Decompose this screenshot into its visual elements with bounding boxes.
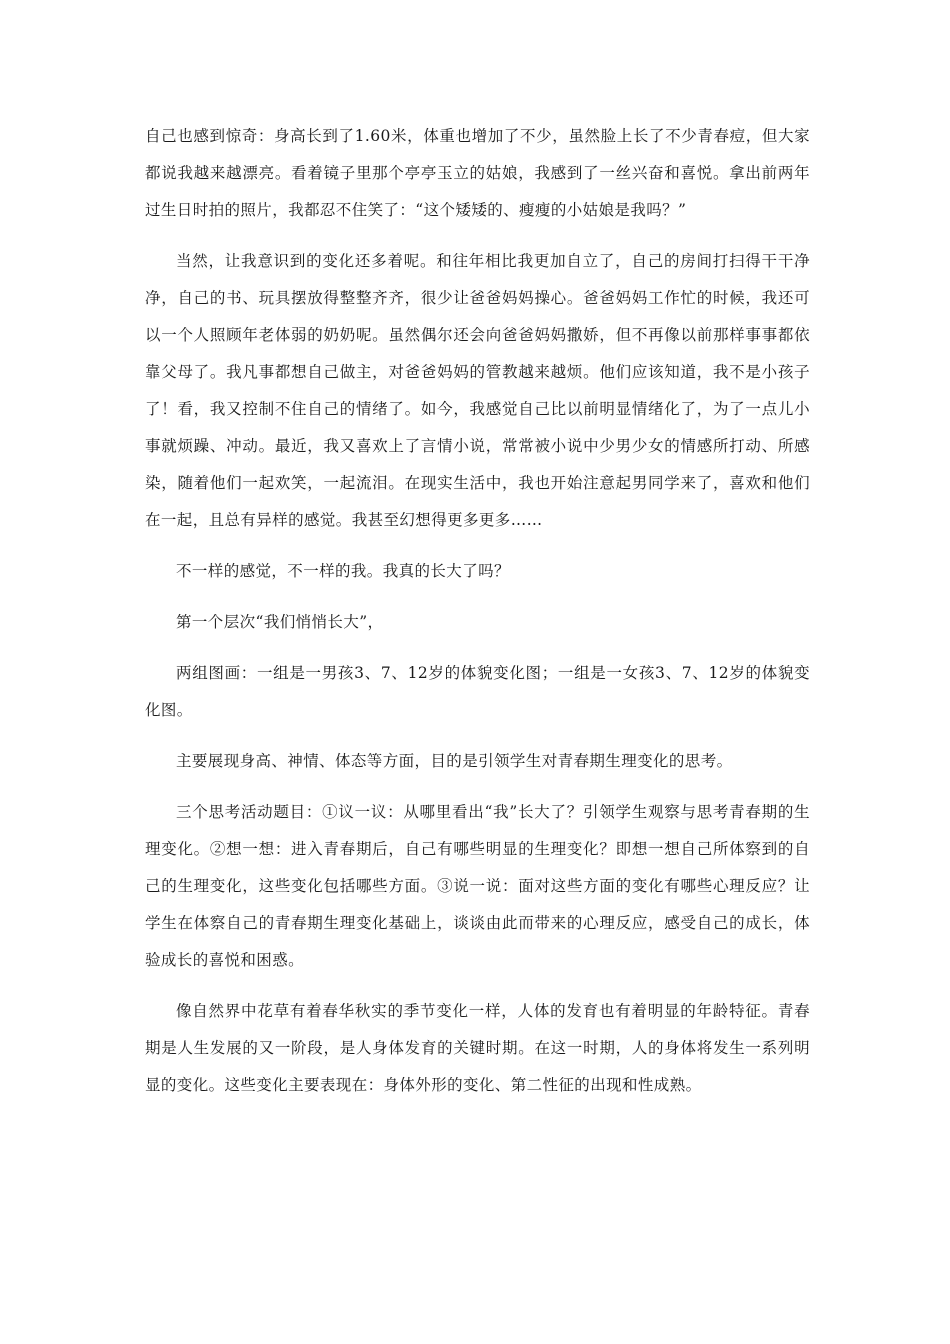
paragraph-first-level: 第一个层次“我们悄悄长大”，: [176, 613, 384, 631]
paragraph-two-drawings: 两组图画：一组是一男孩3、7、12岁的体貌变化图；一组是一女孩3、7、12岁的体貌变化图。: [145, 664, 810, 719]
paragraph-question: 不一样的感觉，不一样的我。我真的长大了吗？: [176, 562, 510, 580]
paragraph-puberty-summary: 像自然界中花草有着春华秋实的季节变化一样，人体的发育也有着明显的年龄特征。青春期是人生发展的又一阶段，是人身体发育的关键时期。在这一时期，人的身体将发生一系列明显的变化。这些变化主要表现在：身体外形的变化、第二性征的出现和性成熟。: [145, 1002, 810, 1094]
paragraph-main-display: 主要展现身高、神情、体态等方面，目的是引领学生对青春期生理变化的思考。: [176, 752, 733, 770]
paragraph-three-activities: 三个思考活动题目：①议一议：从哪里看出“我”长大了？引领学生观察与思考青春期的生理变化。②想一想：进入青春期后，自己有哪些明显的生理变化？即想一想自己所体察到的自己的生理变化，这些变化包括哪些方面。③说一说：面对这些方面的变化有哪些心理反应？让学生在体察自己的青春期生理变化基础上，谈谈由此而带来的心理反应，感受自己的成长，体验成长的喜悦和困惑。: [145, 803, 810, 969]
paragraph-growth-surprise: 自己也感到惊奇：身高长到了1.60米，体重也增加了不少，虽然脸上长了不少青春痘，但大家都说我越来越漂亮。看着镜子里那个亭亭玉立的姑娘，我感到了一丝兴奋和喜悦。拿出前两年过生日时拍的照片，我都忍不住笑了：“这个矮矮的、瘦瘦的小姑娘是我吗？”: [145, 127, 810, 219]
paragraph-more-changes: 当然，让我意识到的变化还多着呢。和往年相比我更加自立了，自己的房间打扫得干干净净，自己的书、玩具摆放得整整齐齐，很少让爸爸妈妈操心。爸爸妈妈工作忙的时候，我还可以一个人照顾年老体弱的奶奶呢。虽然偶尔还会向爸爸妈妈撒娇，但不再像以前那样事事都依靠父母了。我凡事都想自己做主，对爸爸妈妈的管教越来越烦。他们应该知道，我不是小孩子了！看，我又控制不住自己的情绪了。如今，我感觉自己比以前明显情绪化了，为了一点儿小事就烦躁、冲动。最近，我又喜欢上了言情小说，常常被小说中少男少女的情感所打动、所感染，随着他们一起欢笑，一起流泪。在现实生活中，我也开始注意起男同学来了，喜欢和他们在一起，且总有异样的感觉。我甚至幻想得更多更多……: [145, 252, 810, 529]
